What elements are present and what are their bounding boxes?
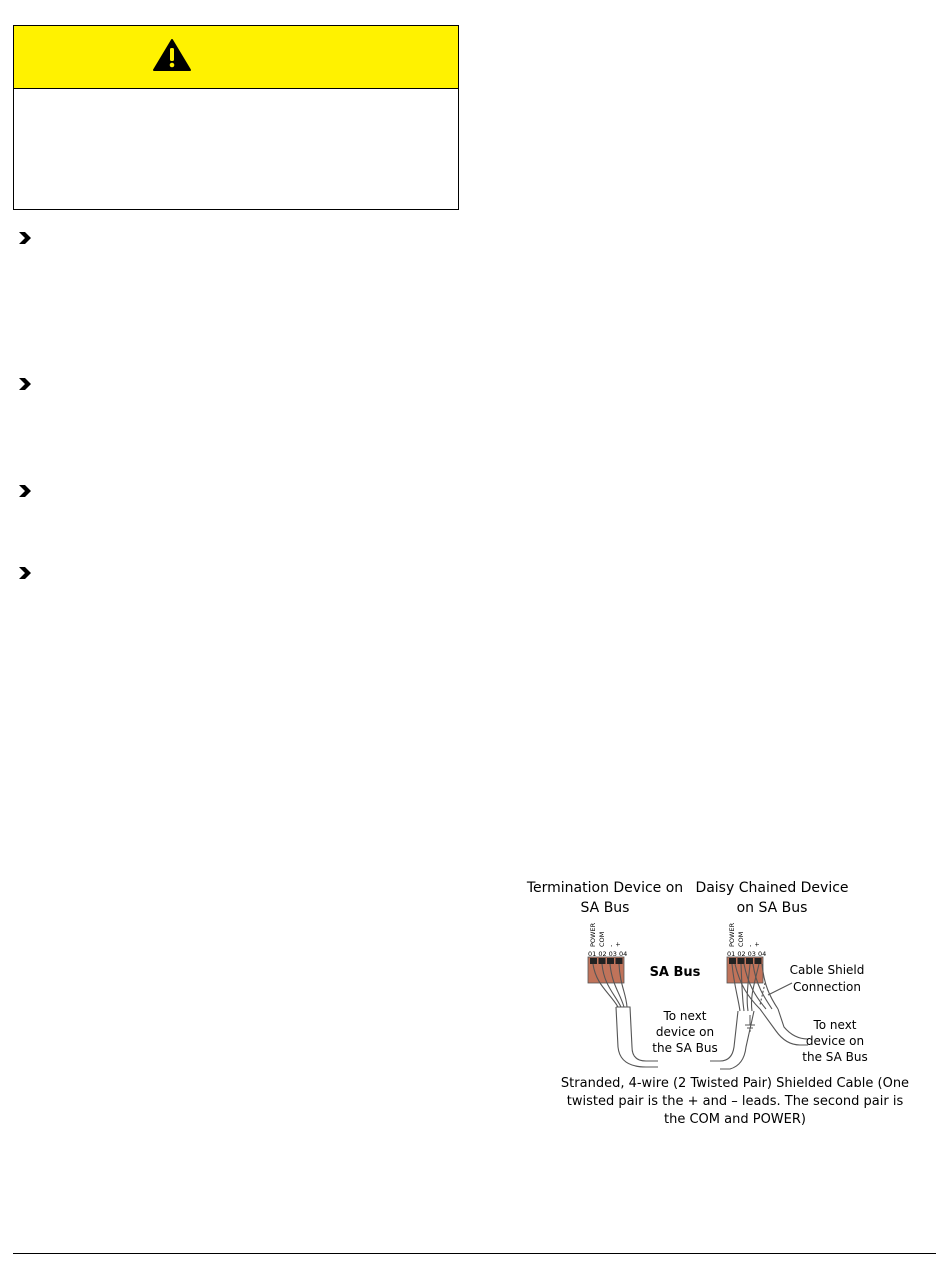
daisy-chained-device-title: Daisy Chained Device on SA Bus xyxy=(695,880,849,916)
warning-header xyxy=(14,26,458,89)
pin-label-minus: - xyxy=(746,944,754,947)
sa-bus-label: SA Bus xyxy=(649,965,701,980)
chevron-right-icon xyxy=(18,484,32,498)
pin-label-plus: + xyxy=(614,941,622,947)
cable-shield-label: Cable Shield Connection xyxy=(789,963,865,994)
chevron-right-icon xyxy=(18,231,32,245)
pin-label-plus: + xyxy=(753,941,761,947)
warning-box xyxy=(13,25,459,210)
pin-label-com: COM xyxy=(737,931,745,947)
terminal-numbers: 01 02 03 04 xyxy=(588,950,628,958)
pin-label-minus: - xyxy=(607,944,615,947)
to-next-device-right-label: To next device on the SA Bus xyxy=(802,1018,868,1064)
termination-pin-labels xyxy=(588,922,627,958)
chevron-right-icon xyxy=(18,377,32,391)
pin-label-power: POWER xyxy=(589,922,597,947)
pin-label-power: POWER xyxy=(728,922,736,947)
warning-triangle-icon xyxy=(152,38,192,72)
footer-divider xyxy=(13,1253,936,1254)
termination-device-title: Termination Device on SA Bus xyxy=(526,880,684,916)
to-next-device-left-label: To next device on the SA Bus xyxy=(652,1009,718,1055)
pin-label-com: COM xyxy=(598,931,606,947)
chevron-right-icon xyxy=(18,566,32,580)
termination-terminal-block xyxy=(588,957,624,983)
cable-caption: Stranded, 4-wire (2 Twisted Pair) Shielded Cable (One twisted pair is the + and – leads. The second pair is the COM and POWER) xyxy=(560,1076,910,1127)
daisy-pin-labels xyxy=(727,922,766,958)
sa-bus-wiring-figure xyxy=(520,875,920,1145)
terminal-numbers: 01 02 03 04 xyxy=(727,950,767,958)
